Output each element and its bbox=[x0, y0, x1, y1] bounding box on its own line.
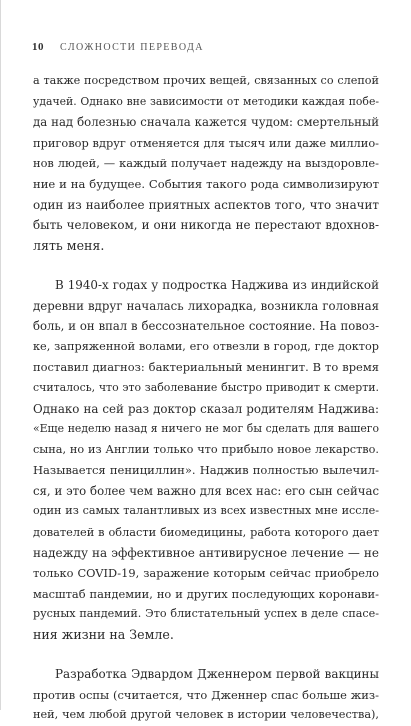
page-number: 10 bbox=[32, 41, 44, 53]
text-line: ся, и это более чем важно для всех нас: его сын сейчас bbox=[33, 483, 379, 498]
chapter-title: СЛОЖНОСТИ ПЕРЕВОДА bbox=[60, 42, 204, 53]
text-line: боль, и он впал в бессознательное состояние. На повоз- bbox=[33, 319, 379, 334]
text-line: да над болезнью сначала кажется чудом: смертельный bbox=[33, 115, 379, 130]
text-line: только COVID-19, заражение которым сейчас приобрело bbox=[33, 566, 379, 581]
text-line: быть человеком, и они никогда не перестают вдохнов- bbox=[33, 218, 379, 233]
text-line: против оспы (считается, что Дженнер спас больше жиз- bbox=[33, 687, 379, 702]
text-line: Называется пенициллин». Наджив полностью вылечил- bbox=[33, 463, 379, 478]
text-line: один из наиболее приятных аспектов того, что значит bbox=[33, 197, 379, 212]
paragraph-gap bbox=[33, 646, 379, 665]
text-line: ние и на будущее. События такого рода символизируют bbox=[33, 176, 379, 191]
body-text bbox=[33, 71, 379, 726]
text-line: лять меня. bbox=[33, 237, 105, 253]
text-line: приговор вдруг отменяется для тысяч или даже миллио- bbox=[33, 135, 379, 150]
text-line: поставил диагноз: бактериальный менингит. В то время bbox=[33, 360, 379, 375]
text-line: Однако на сей раз доктор сказал родителям Наджива: bbox=[33, 401, 379, 416]
text-line: масштаб пандемии, но и других последующих коронави- bbox=[33, 586, 379, 601]
text-line: дователей в области биомедицины, работа которого дает bbox=[33, 525, 379, 540]
text-line: Разработка Эдвардом Дженнером первой вакцины bbox=[55, 667, 379, 682]
text-line: ния жизни на Земле. bbox=[33, 627, 174, 643]
text-line: считалось, что это заболевание быстро приводит к смерти. bbox=[33, 380, 379, 394]
paragraph-gap bbox=[33, 256, 379, 275]
text-line: а также посредством прочих вещей, связанных со слепой bbox=[33, 74, 379, 87]
text-line: удачей. Однако вне зависимости от методики каждая побе- bbox=[33, 94, 379, 108]
text-line: ней, чем любой другой человек в истории человечества), bbox=[33, 708, 379, 722]
text-line: надежду на эффективное антивирусное лечение — не bbox=[33, 545, 379, 560]
paragraph-3 bbox=[33, 664, 379, 726]
text-line: один из самых талантливых из всех известных мне иссле- bbox=[33, 504, 379, 518]
text-line: деревни вдруг началась лихорадка, возникла головная bbox=[33, 298, 379, 313]
paragraph-1 bbox=[33, 71, 379, 256]
text-line: В 1940-х годах у подростка Наджива из индийской bbox=[55, 277, 379, 292]
paragraph-2 bbox=[33, 275, 379, 646]
text-line: «Еще неделю назад я ничего не мог бы сделать для вашего bbox=[33, 422, 379, 436]
running-head bbox=[32, 37, 204, 51]
text-line: сына, но из Англии только что прибыло новое лекарство. bbox=[33, 442, 379, 456]
text-line: нов людей, — каждый получает надежду на выздоровле- bbox=[33, 156, 379, 171]
text-line: ке, запряженной волами, его отвезли в город, где доктор bbox=[33, 339, 379, 353]
text-line: русных пандемий. Это блистательный успех в деле спасе- bbox=[33, 607, 379, 621]
